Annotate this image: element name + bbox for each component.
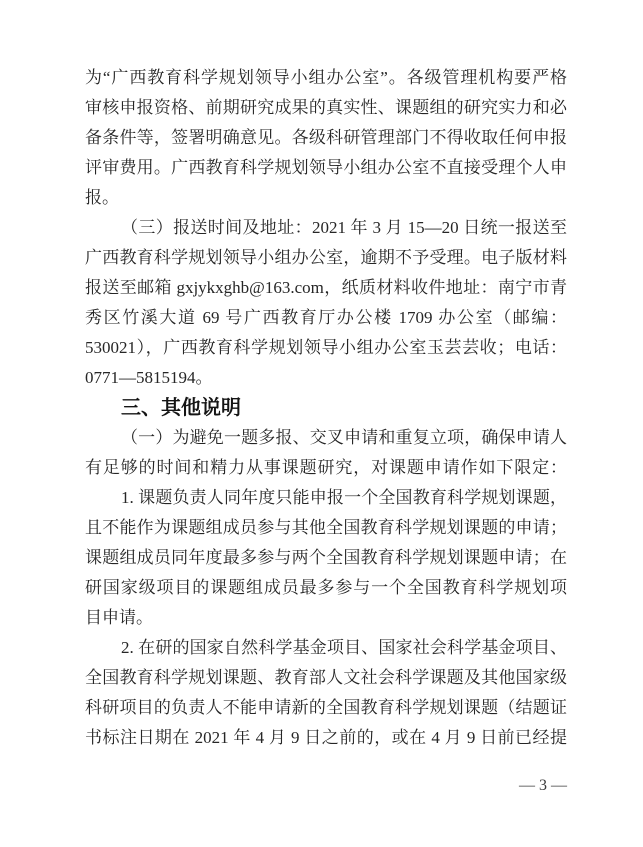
text-line: 1. 课题负责人同年度只能申报一个全国教育科学规划课题， <box>121 488 567 507</box>
text-line: 课题组成员同年度最多参与两个全国教育科学规划课题申请；在 <box>85 548 567 567</box>
text-line: 有足够的时间和精力从事课题研究，对课题申请作如下限定： <box>85 458 567 477</box>
paragraph-submission-info <box>85 213 567 393</box>
numbered-item-2 <box>85 633 567 753</box>
text-line: 书标注日期在 2021 年 4 月 9 日之前的，或在 4 月 9 日前已经提 <box>85 728 567 747</box>
document-body <box>85 63 567 753</box>
text-line: 报送至邮箱 gxjykxghb@163.com，纸质材料收件地址：南宁市青 <box>85 278 567 297</box>
text-line: 为“广西教育科学规划领导小组办公室”。各级管理机构要严格 <box>85 68 567 87</box>
text-line: 备条件等，签署明确意见。各级科研管理部门不得收取任何申报 <box>85 128 567 147</box>
text-line: 广西教育科学规划领导小组办公室，逾期不予受理。电子版材料 <box>85 248 567 267</box>
text-line: 2. 在研的国家自然科学基金项目、国家社会科学基金项目、 <box>121 638 567 657</box>
text-line: 评审费用。广西教育科学规划领导小组办公室不直接受理个人申 <box>85 158 567 177</box>
page-number: — 3 — <box>519 777 567 794</box>
section-heading-other-notes <box>85 393 567 423</box>
paragraph-continuation <box>85 63 567 213</box>
text-line: 且不能作为课题组成员参与其他全国教育科学规划课题的申请； <box>85 518 567 537</box>
text-line: （三）报送时间及地址：2021 年 3 月 15—20 日统一报送至 <box>121 218 567 237</box>
text-line: 报。 <box>85 188 119 207</box>
text-line: 530021），广西教育科学规划领导小组办公室玉芸芸收；电话： <box>85 338 567 357</box>
text-line: 全国教育科学规划课题、教育部人文社会科学课题及其他国家级 <box>85 668 567 687</box>
text-line: 秀区竹溪大道 69 号广西教育厅办公楼 1709 办公室（邮编： <box>85 308 567 327</box>
text-line: 审核申报资格、前期研究成果的真实性、课题组的研究实力和必 <box>85 98 567 117</box>
text-line: 目申请。 <box>85 608 153 627</box>
text-line: 研国家级项目的课题组成员最多参与一个全国教育科学规划项 <box>85 578 567 597</box>
paragraph-restrictions-intro <box>85 423 567 483</box>
section-heading: 三、其他说明 <box>121 397 241 419</box>
text-line: （一）为避免一题多报、交叉申请和重复立项，确保申请人 <box>121 428 567 447</box>
text-line: 0771—5815194。 <box>85 368 213 387</box>
text-line: 科研项目的负责人不能申请新的全国教育科学规划课题（结题证 <box>85 698 567 717</box>
numbered-item-1 <box>85 483 567 633</box>
